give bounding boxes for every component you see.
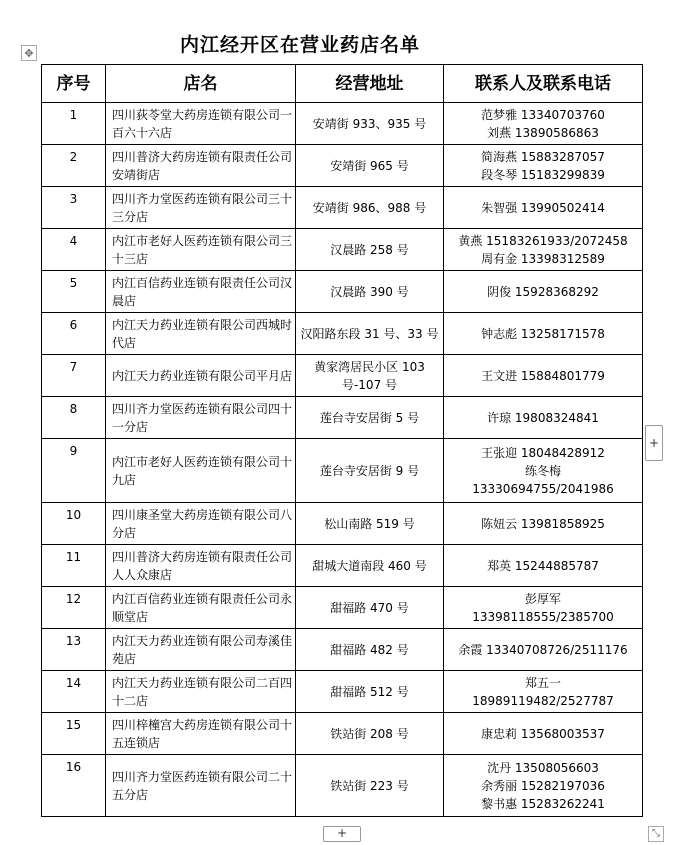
store-address: 甜城大道南段 460 号 bbox=[296, 545, 444, 587]
contact-line: 周有金 13398312589 bbox=[481, 251, 605, 266]
contact-line: 康忠莉 13568003537 bbox=[481, 726, 605, 741]
store-address: 莲台寺安居街 9 号 bbox=[296, 439, 444, 503]
store-name: 内江天力药业连锁有限公司西城时代店 bbox=[106, 313, 296, 355]
pharmacy-table bbox=[41, 64, 643, 817]
store-name: 四川齐力堂医药连锁有限公司二十五分店 bbox=[106, 755, 296, 817]
contact-line: 郑五一 bbox=[524, 675, 561, 690]
table-move-icon[interactable]: ✥ bbox=[21, 45, 37, 61]
store-name: 内江天力药业连锁有限公司二百四十二店 bbox=[106, 671, 296, 713]
contact-line: 朱智强 13990502414 bbox=[481, 200, 605, 215]
header-contact: 联系人及联系电话 bbox=[444, 65, 643, 103]
contact-line: 黄燕 15183261933/2072458 bbox=[458, 233, 628, 248]
table-row bbox=[42, 103, 643, 145]
table-row bbox=[42, 755, 643, 817]
store-name: 内江市老好人医药连锁有限公司三十三店 bbox=[106, 229, 296, 271]
row-number: 5 bbox=[42, 271, 106, 313]
store-address: 铁站街 208 号 bbox=[296, 713, 444, 755]
store-address: 安靖街 933、935 号 bbox=[296, 103, 444, 145]
table-row bbox=[42, 629, 643, 671]
store-address: 甜福路 470 号 bbox=[296, 587, 444, 629]
contact-line: 简海燕 15883287057 bbox=[481, 149, 605, 164]
store-address: 甜福路 512 号 bbox=[296, 671, 444, 713]
row-number: 15 bbox=[42, 713, 106, 755]
store-contact bbox=[444, 313, 643, 355]
contact-line: 余秀丽 15282197036 bbox=[481, 778, 605, 793]
contact-line: 许琼 19808324841 bbox=[487, 410, 599, 425]
table-row bbox=[42, 145, 643, 187]
header-name: 店名 bbox=[106, 65, 296, 103]
store-name: 四川康圣堂大药房连锁有限公司八分店 bbox=[106, 503, 296, 545]
store-address: 汉晨路 390 号 bbox=[296, 271, 444, 313]
row-number: 6 bbox=[42, 313, 106, 355]
store-contact bbox=[444, 755, 643, 817]
store-contact bbox=[444, 145, 643, 187]
store-address: 甜福路 482 号 bbox=[296, 629, 444, 671]
contact-line: 陈妞云 13981858925 bbox=[481, 516, 605, 531]
contact-line: 王张迎 18048428912 bbox=[481, 445, 605, 460]
contact-line: 黎书惠 15283262241 bbox=[481, 796, 605, 811]
store-name: 四川荻苓堂大药房连锁有限公司一百六十六店 bbox=[106, 103, 296, 145]
row-number: 8 bbox=[42, 397, 106, 439]
row-number: 3 bbox=[42, 187, 106, 229]
table-row bbox=[42, 397, 643, 439]
contact-line: 13398118555/2385700 bbox=[472, 609, 614, 624]
store-address: 汉晨路 258 号 bbox=[296, 229, 444, 271]
store-contact bbox=[444, 397, 643, 439]
row-number: 14 bbox=[42, 671, 106, 713]
table-row bbox=[42, 671, 643, 713]
store-contact bbox=[444, 439, 643, 503]
store-contact bbox=[444, 629, 643, 671]
store-contact bbox=[444, 503, 643, 545]
store-address: 莲台寺安居街 5 号 bbox=[296, 397, 444, 439]
table-row bbox=[42, 187, 643, 229]
contact-line: 余霞 13340708726/2511176 bbox=[458, 642, 628, 657]
store-address: 松山南路 519 号 bbox=[296, 503, 444, 545]
table-header-row bbox=[42, 65, 643, 103]
store-name: 四川普济大药房连锁有限责任公司安靖街店 bbox=[106, 145, 296, 187]
contact-line: 段冬琴 15183299839 bbox=[481, 167, 605, 182]
store-address: 铁站街 223 号 bbox=[296, 755, 444, 817]
contact-line: 郑英 15244885787 bbox=[487, 558, 599, 573]
row-number: 9 bbox=[42, 439, 106, 503]
header-no: 序号 bbox=[42, 65, 106, 103]
contact-line: 彭厚军 bbox=[524, 591, 561, 606]
contact-line: 练冬梅 bbox=[524, 463, 561, 478]
table-row bbox=[42, 229, 643, 271]
store-name: 四川普济大药房连锁有限责任公司人人众康店 bbox=[106, 545, 296, 587]
row-number: 7 bbox=[42, 355, 106, 397]
store-contact bbox=[444, 271, 643, 313]
table-row bbox=[42, 271, 643, 313]
store-name: 内江百信药业连锁有限责任公司汉晨店 bbox=[106, 271, 296, 313]
table-resize-icon[interactable]: ⤡ bbox=[648, 826, 664, 842]
table-row bbox=[42, 313, 643, 355]
store-address: 安靖街 986、988 号 bbox=[296, 187, 444, 229]
row-number: 1 bbox=[42, 103, 106, 145]
store-address: 汉阳路东段 31 号、33 号 bbox=[296, 313, 444, 355]
contact-line: 13330694755/2041986 bbox=[472, 481, 614, 496]
store-contact bbox=[444, 187, 643, 229]
store-address: 安靖街 965 号 bbox=[296, 145, 444, 187]
row-number: 12 bbox=[42, 587, 106, 629]
contact-line: 阴俊 15928368292 bbox=[487, 284, 599, 299]
table-row bbox=[42, 355, 643, 397]
contact-line: 范梦雅 13340703760 bbox=[481, 107, 605, 122]
store-name: 四川齐力堂医药连锁有限公司三十三分店 bbox=[106, 187, 296, 229]
store-name: 内江百信药业连锁有限责任公司永顺堂店 bbox=[106, 587, 296, 629]
add-row-icon[interactable]: + bbox=[323, 826, 361, 842]
row-number: 10 bbox=[42, 503, 106, 545]
table-row bbox=[42, 713, 643, 755]
row-number: 4 bbox=[42, 229, 106, 271]
table-row bbox=[42, 545, 643, 587]
store-contact bbox=[444, 545, 643, 587]
store-name: 内江天力药业连锁有限公司平月店 bbox=[106, 355, 296, 397]
store-contact bbox=[444, 355, 643, 397]
row-number: 16 bbox=[42, 755, 106, 817]
store-contact bbox=[444, 587, 643, 629]
contact-line: 沈丹 13508056603 bbox=[487, 760, 599, 775]
store-name: 四川梓橦宫大药房连锁有限公司十五连锁店 bbox=[106, 713, 296, 755]
contact-line: 刘燕 13890586863 bbox=[487, 125, 599, 140]
row-number: 11 bbox=[42, 545, 106, 587]
store-name: 内江天力药业连锁有限公司寿溪佳苑店 bbox=[106, 629, 296, 671]
contact-line: 王文进 15884801779 bbox=[481, 368, 605, 383]
table-row bbox=[42, 439, 643, 503]
contact-line: 18989119482/2527787 bbox=[472, 693, 614, 708]
row-number: 2 bbox=[42, 145, 106, 187]
store-contact bbox=[444, 713, 643, 755]
store-contact bbox=[444, 103, 643, 145]
table-row bbox=[42, 587, 643, 629]
store-contact bbox=[444, 229, 643, 271]
store-name: 内江市老好人医药连锁有限公司十九店 bbox=[106, 439, 296, 503]
store-name: 四川齐力堂医药连锁有限公司四十一分店 bbox=[106, 397, 296, 439]
row-number: 13 bbox=[42, 629, 106, 671]
header-address: 经营地址 bbox=[296, 65, 444, 103]
store-contact bbox=[444, 671, 643, 713]
store-address: 黄家湾居民小区 103 号-107 号 bbox=[296, 355, 444, 397]
document-title: 内江经开区在营业药店名单 bbox=[179, 34, 420, 56]
add-column-icon[interactable]: + bbox=[645, 425, 663, 461]
contact-line: 钟志彪 13258171578 bbox=[481, 326, 605, 341]
table-row bbox=[42, 503, 643, 545]
